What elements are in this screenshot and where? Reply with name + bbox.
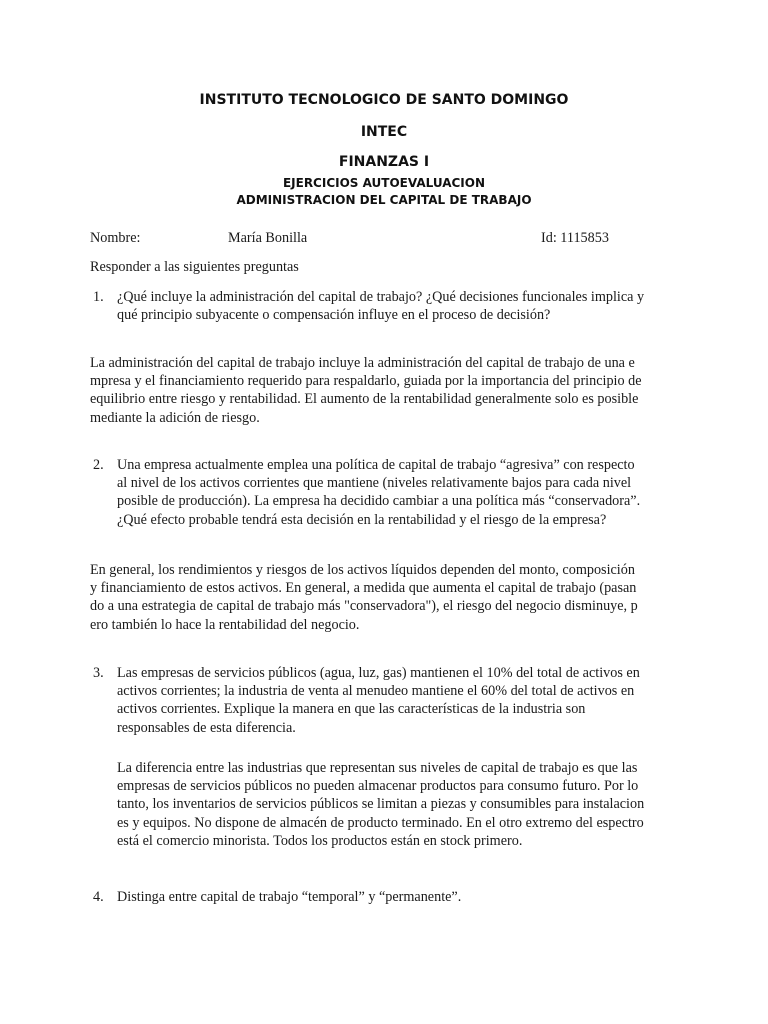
institution-acronym: INTEC: [360, 124, 408, 140]
question-line: al nivel de los activos corrientes que mantiene (niveles relativamente bajos para cada nivel: [117, 475, 632, 492]
course-title: FINANZAS I: [338, 154, 430, 170]
exercise-type: EJERCICIOS AUTOEVALUACION: [282, 176, 486, 190]
question-line: posible de producción). La empresa ha decidido cambiar a una política más “conservadora”.: [117, 493, 641, 510]
answer-line: empresas de servicios públicos no pueden almacenar productos para consumo futuro. Por lo: [117, 778, 639, 795]
answer-line: do a una estrategia de capital de trabajo más "conservadora"), el riesgo del negocio disminuye, p: [90, 598, 638, 615]
question-line: ¿Qué incluye la administración del capital de trabajo? ¿Qué decisiones funcionales implica y: [117, 289, 645, 305]
answer-2-text: [90, 561, 638, 634]
question-number: 3.: [93, 665, 104, 681]
answer-1-text: [90, 354, 642, 427]
answer-line: es y equipos. No dispone de almacén de producto terminado. En el otro extremo del espectro: [117, 814, 644, 831]
answer-line: La diferencia entre las industrias que representan sus niveles de capital de trabajo es que las: [117, 760, 638, 776]
name-label: Nombre:: [90, 230, 141, 246]
question-line: ¿Qué efecto probable tendrá esta decisión en la rentabilidad y el riesgo de la empresa?: [117, 511, 607, 528]
answer-3-text: [117, 759, 644, 850]
question-line: qué principio subyacente o compensación influye en el proceso de decisión?: [117, 307, 551, 324]
student-id: Id: 1115853: [541, 230, 609, 246]
answer-line: está el comercio minorista. Todos los productos están en stock primero.: [117, 832, 523, 849]
instructions: Responder a las siguientes preguntas: [90, 259, 299, 275]
answer-line: En general, los rendimientos y riesgos de los activos líquidos dependen del monto, composición: [90, 562, 635, 578]
question-number: 4.: [93, 889, 104, 905]
question-line: Las empresas de servicios públicos (agua, luz, gas) mantienen el 10% del total de activos en: [117, 665, 640, 681]
answer-line: La administración del capital de trabajo incluye la administración del capital de trabajo de una e: [90, 355, 635, 371]
answer-line: tanto, los inventarios de servicios públicos se limitan a piezas y consumibles para instalacion: [117, 796, 645, 813]
question-line: activos corrientes. Explique la manera en que las características de la industria son: [117, 701, 586, 718]
student-name: María Bonilla: [228, 230, 308, 246]
question-line: Distinga entre capital de trabajo “temporal” y “permanente”.: [117, 889, 462, 905]
question-2-text: [117, 456, 640, 529]
topic-title: ADMINISTRACION DEL CAPITAL DE TRABAJO: [236, 193, 532, 207]
institution-title: INSTITUTO TECNOLOGICO DE SANTO DOMINGO: [199, 92, 569, 108]
question-number: 1.: [93, 289, 104, 305]
question-line: responsables de esta diferencia.: [117, 719, 296, 736]
answer-line: ero también lo hace la rentabilidad del negocio.: [90, 616, 360, 633]
question-line: activos corrientes; la industria de venta al menudeo mantiene el 60% del total de activos en: [117, 683, 635, 700]
answer-line: mpresa y el financiamiento requerido para respaldarlo, guiada por la importancia del principio de: [90, 373, 642, 390]
question-3-text: [117, 664, 640, 737]
question-line: Una empresa actualmente emplea una política de capital de trabajo “agresiva” con respecto: [117, 457, 635, 473]
answer-line: mediante la adición de riesgo.: [90, 409, 260, 426]
question-number: 2.: [93, 457, 104, 473]
question-1-text: [117, 288, 644, 324]
answer-line: y financiamiento de estos activos. En general, a medida que aumenta el capital de trabajo (pasan: [90, 580, 637, 597]
answer-line: equilibrio entre riesgo y rentabilidad. El aumento de la rentabilidad generalmente solo es posible: [90, 391, 639, 408]
question-4-text: [117, 888, 461, 906]
